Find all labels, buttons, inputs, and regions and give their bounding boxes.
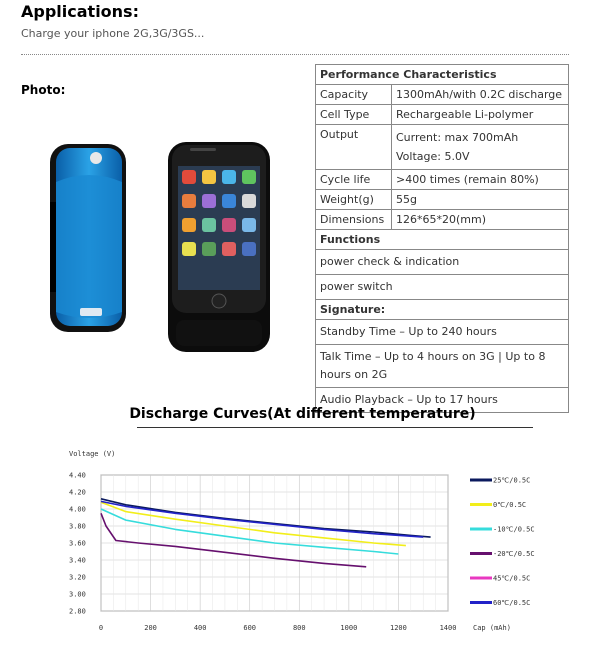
- signature-header: Signature:: [316, 300, 569, 320]
- app-icon: [222, 218, 236, 232]
- app-icon: [242, 218, 256, 232]
- function-item: power switch: [316, 275, 569, 300]
- legend-label: 60℃/0.5C: [493, 599, 531, 607]
- applications-title: Applications:: [21, 2, 139, 21]
- applications-text: Charge your iphone 2G,3G/3GS...: [21, 27, 205, 40]
- x-tick-label: 1400: [439, 624, 457, 632]
- functions-header: Functions: [316, 230, 569, 250]
- y-tick-label: 3.00: [69, 590, 86, 599]
- x-tick-label: 600: [243, 624, 257, 632]
- app-icon: [182, 170, 196, 184]
- function-item: power check & indication: [316, 250, 569, 275]
- app-icon: [222, 170, 236, 184]
- discharge-chart: [0, 430, 605, 651]
- spec-value: 55g: [392, 190, 569, 210]
- spec-key: Weight(g): [316, 190, 392, 210]
- battery-case-back-image: [46, 142, 128, 335]
- dotted-divider: [21, 54, 569, 55]
- spec-value: Rechargeable Li-polymer: [392, 105, 569, 125]
- y-tick-label: 4.20: [69, 488, 86, 497]
- x-tick-label: 1000: [340, 624, 358, 632]
- table-row: [316, 125, 569, 170]
- chart-title: Discharge Curves(At different temperature): [129, 406, 476, 422]
- table-row: [316, 105, 569, 125]
- x-axis-label: Cap (mAh): [473, 624, 511, 632]
- spec-value: 126*65*20(mm): [392, 210, 569, 230]
- iphone-in-case-image: [164, 140, 274, 354]
- table-row: [316, 210, 569, 230]
- y-tick-label: 3.60: [69, 539, 86, 548]
- app-icon: [222, 242, 236, 256]
- output-current: Current: max 700mAh: [396, 131, 519, 144]
- app-icon: [242, 170, 256, 184]
- app-icon: [202, 170, 216, 184]
- signature-item: Standby Time – Up to 240 hours: [316, 320, 569, 345]
- app-icon: [202, 194, 216, 208]
- output-voltage: Voltage: 5.0V: [396, 150, 470, 163]
- signature-item: Audio Playback – Up to 17 hours: [316, 388, 569, 413]
- spec-value: 1300mAh/with 0.2C discharge: [392, 85, 569, 105]
- legend-label: 25℃/0.5C: [493, 476, 531, 485]
- y-tick-label: 3.20: [69, 573, 86, 582]
- table-row: [316, 85, 569, 105]
- table-row: [316, 170, 569, 190]
- app-icon: [222, 194, 236, 208]
- specs-table: [315, 64, 569, 413]
- y-tick-label: 2.80: [69, 607, 86, 616]
- spec-key: Cycle life: [316, 170, 392, 190]
- app-icon: [202, 242, 216, 256]
- y-tick-label: 3.40: [69, 556, 86, 565]
- x-tick-label: 1200: [389, 624, 407, 632]
- spec-key: Output: [316, 125, 392, 170]
- y-tick-label: 4.00: [69, 505, 86, 514]
- app-icon: [202, 218, 216, 232]
- x-tick-label: 200: [144, 624, 157, 632]
- y-tick-label: 3.80: [69, 522, 86, 531]
- chart-title-underline: [137, 427, 533, 428]
- table-row: [316, 190, 569, 210]
- photo-label: Photo:: [21, 83, 66, 97]
- spec-value: [392, 125, 569, 170]
- app-icon: [182, 194, 196, 208]
- spec-key: Capacity: [316, 85, 392, 105]
- spec-key: Cell Type: [316, 105, 392, 125]
- y-axis-label: Voltage (V): [69, 450, 116, 458]
- x-tick-label: 800: [292, 624, 306, 632]
- performance-header: Performance Characteristics: [316, 65, 569, 85]
- app-icon: [182, 218, 196, 232]
- legend-label: 0℃/0.5C: [493, 501, 527, 509]
- legend-label: -20℃/0.5C: [493, 550, 535, 558]
- legend-label: -10℃/0.5C: [493, 525, 535, 534]
- y-tick-label: 4.40: [69, 471, 86, 480]
- app-icon: [182, 242, 196, 256]
- legend-label: 45℃/0.5C: [493, 574, 531, 583]
- spec-value: >400 times (remain 80%): [392, 170, 569, 190]
- x-tick-label: 400: [193, 624, 207, 632]
- app-icon: [242, 242, 256, 256]
- app-icon: [242, 194, 256, 208]
- x-tick-label: 0: [98, 624, 104, 632]
- signature-item: Talk Time – Up to 4 hours on 3G | Up to 8 hours on 2G: [316, 345, 569, 388]
- spec-key: Dimensions: [316, 210, 392, 230]
